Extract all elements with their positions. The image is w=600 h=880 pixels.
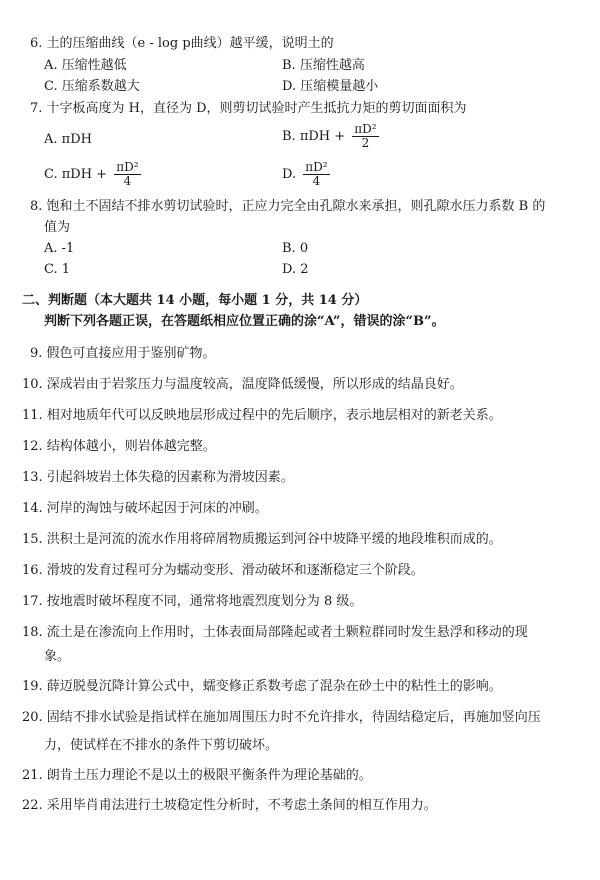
q8-option-b: B. 0 bbox=[282, 241, 309, 256]
q7-option-a: A. πDH bbox=[44, 132, 92, 147]
q6-option-d: D. 压缩模量越小 bbox=[282, 79, 379, 94]
q7-option-b-prefix: B. πDH + bbox=[282, 129, 346, 144]
q7-option-d-fraction bbox=[303, 161, 329, 188]
q6-option-b: B. 压缩性越高 bbox=[282, 58, 365, 73]
judgment-item-continuation: 力，使试样在不排水的条件下剪切破坏。 bbox=[44, 738, 279, 753]
q7-option-d-numerator: πD² bbox=[305, 160, 328, 174]
judgment-item: 18. 流土是在渗流向上作用时，土体表面局部隆起或者土颗粒群同时发生悬浮和移动的现 bbox=[22, 625, 528, 640]
section-title: 二、判断题（本大题共 14 小题，每小题 1 分，共 14 分） bbox=[22, 293, 368, 308]
judgment-item: 19. 薛迈脱曼沉降计算公式中，蠕变修正系数考虑了混杂在砂土中的粘性土的影响。 bbox=[22, 679, 502, 694]
judgment-item: 14. 河岸的淘蚀与破坏起因于河床的冲刷。 bbox=[22, 501, 268, 516]
q8-stem-line1: 8. 饱和土不固结不排水剪切试验时，正应力完全由孔隙水来承担，则孔隙水压力系数 B 的 bbox=[30, 199, 546, 214]
judgment-item: 17. 按地震时破坏程度不同，通常将地震烈度划分为 8 级。 bbox=[22, 594, 363, 609]
judgment-item: 11. 相对地质年代可以反映地层形成过程中的先后顺序，表示地层相对的新老关系。 bbox=[22, 408, 502, 423]
q7-option-c-numerator: πD² bbox=[116, 160, 139, 174]
q7-option-b-denominator: 2 bbox=[361, 136, 370, 150]
q6-option-c: C. 压缩系数越大 bbox=[44, 79, 140, 94]
judgment-item-continuation: 象。 bbox=[44, 649, 71, 664]
q7-option-b-fraction bbox=[352, 123, 378, 150]
q7-option-b-numerator: πD² bbox=[354, 122, 377, 136]
judgment-item: 10. 深成岩由于岩浆压力与温度较高，温度降低缓慢，所以形成的结晶良好。 bbox=[22, 377, 463, 392]
q8-option-c: C. 1 bbox=[44, 262, 71, 277]
judgment-item: 12. 结构体越小，则岩体越完整。 bbox=[22, 439, 216, 454]
q7-option-b bbox=[282, 122, 382, 152]
judgment-item: 21. 朗肯土压力理论不是以土的极限平衡条件为理论基础的。 bbox=[22, 768, 372, 783]
judgment-item: 22. 采用毕肖甫法进行土坡稳定性分析时，不考虑土条间的相互作用力。 bbox=[22, 798, 437, 813]
q8-option-d: D. 2 bbox=[282, 262, 309, 277]
q7-option-d bbox=[282, 160, 333, 190]
q7-option-c-prefix: C. πDH + bbox=[44, 167, 108, 182]
q7-option-d-denominator: 4 bbox=[312, 174, 321, 188]
q7-option-c bbox=[44, 160, 144, 190]
judgment-item: 13. 引起斜坡岩土体失稳的因素称为滑坡因素。 bbox=[22, 470, 294, 485]
q7-stem: 7. 十字板高度为 H，直径为 D，则剪切试验时产生抵抗力矩的剪切面面积为 bbox=[30, 101, 467, 116]
q8-stem-line2: 值为 bbox=[44, 220, 71, 235]
judgment-item: 16. 滑坡的发育过程可分为蠕动变形、滑动破坏和逐渐稳定三个阶段。 bbox=[22, 563, 424, 578]
judgment-item: 20. 固结不排水试验是指试样在施加周围压力时不允许排水，待固结稳定后，再施加竖向压 bbox=[22, 710, 541, 725]
q6-option-a: A. 压缩性越低 bbox=[44, 58, 127, 73]
q7-option-c-denominator: 4 bbox=[123, 174, 132, 188]
q7-option-d-prefix: D. bbox=[282, 167, 297, 182]
section-instruction: 判断下列各题正误，在答题纸相应位置正确的涂“A”，错误的涂“B”。 bbox=[44, 314, 445, 329]
q7-option-c-fraction bbox=[114, 161, 140, 188]
judgment-item: 15. 洪积土是河流的流水作用将碎屑物质搬运到河谷中坡降平缓的地段堆积而成的。 bbox=[22, 532, 502, 547]
judgment-item: 9. 假色可直接应用于鉴别矿物。 bbox=[30, 346, 216, 361]
q8-option-a: A. -1 bbox=[44, 241, 75, 256]
q6-stem: 6. 土的压缩曲线（e - log p曲线）越平缓，说明土的 bbox=[30, 36, 334, 51]
